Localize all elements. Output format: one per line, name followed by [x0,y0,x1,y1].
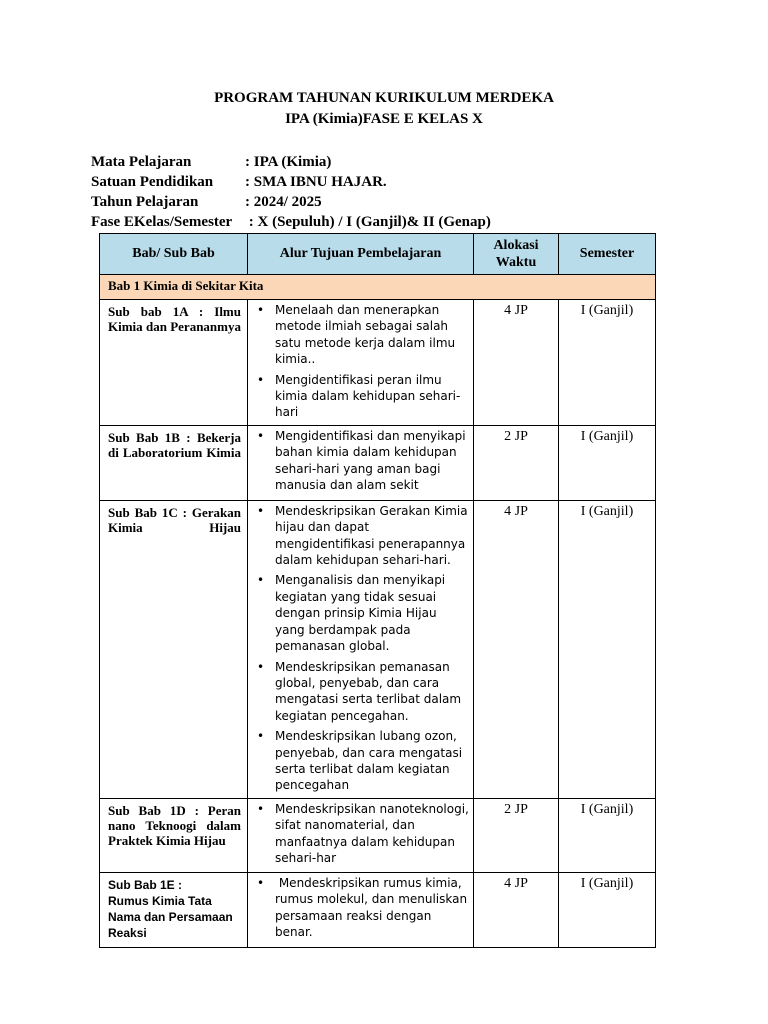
alokasi-line1: Alokasi [493,238,539,253]
info-row-subject [91,152,491,172]
goal-item: • Mengidentifikasi dan menyikapi bahan kimia dalam kehidupan sehari-hari yang aman bagi manusia dan alam sekit [256,428,469,494]
info-label: Mata Pelajaran [91,154,192,170]
info-row-year [91,192,491,212]
goal-item: • Mendeskripsikan nanoteknologi, sifat nanomaterial, dan manfaatnya dalam kehidupan sehari-har [256,801,469,867]
alokasi-line2: Waktu [495,255,537,270]
info-value: : IPA (Kimia) [245,154,332,170]
table-row [100,798,656,872]
chapter-row [100,275,656,300]
learning-goals [248,872,474,947]
table-row [100,500,656,798]
learning-goals [248,798,474,872]
column-header-atp: Alur Tujuan Pembelajaran [248,234,474,275]
time-allocation: 4 JP [474,500,559,798]
document-title: PROGRAM TAHUNAN KURIKULUM MERDEKA [214,90,554,106]
sub-chapter-title: Sub Bab 1E : Rumus Kimia Tata Nama dan Persamaan Reaksi [100,872,248,947]
learning-goals [248,300,474,426]
info-label: Fase EKelas/Semester [91,214,233,230]
info-row-phase [91,212,491,232]
sub-chapter-title: Sub bab 1A : Ilmu Kimia dan Perananmya [100,300,248,426]
chapter-title: Bab 1 Kimia di Sekitar Kita [100,275,656,300]
goal-item: • Mendeskripsikan Gerakan Kimia hijau dan dapat mengidentifikasi penerapannya dalam kehidupan sehari-hari. [256,503,469,569]
time-allocation: 4 JP [474,300,559,426]
goal-item: • Mengidentifikasi peran ilmu kimia dalam kehidupan sehari-hari [256,372,469,421]
table-row [100,300,656,426]
learning-goals [248,500,474,798]
goal-item: • Mendeskripsikan rumus kimia, rumus molekul, dan menuliskan persamaan reaksi dengan benar. [256,875,469,941]
document-subtitle: IPA (Kimia)FASE E KELAS X [285,111,483,127]
semester-value: I (Ganjil) [559,425,656,500]
table-header-row [100,234,656,275]
column-header-bab: Bab/ Sub Bab [100,234,248,275]
semester-value: I (Ganjil) [559,798,656,872]
semester-value: I (Ganjil) [559,872,656,947]
identity-block [91,152,491,232]
program-table [99,233,656,948]
info-value: : X (Sepuluh) / I (Ganjil)& II (Genap) [245,214,491,230]
info-value: : SMA IBNU HAJAR. [245,174,387,190]
table-row [100,872,656,947]
semester-value: I (Ganjil) [559,500,656,798]
column-header-alokasi [474,234,559,275]
time-allocation: 2 JP [474,425,559,500]
goal-item: • Mendeskripsikan lubang ozon, penyebab, dan cara mengatasi serta terlibat dalam kegiatan pencegahan [256,728,469,794]
learning-goals [248,425,474,500]
info-value: : 2024/ 2025 [245,194,322,210]
goal-item: • Mendeskripsikan pemanasan global, penyebab, dan cara mengatasi serta terlibat dalam kegiatan pencegahan. [256,659,469,725]
info-row-school [91,172,491,192]
goal-item: • Menganalisis dan menyikapi kegiatan yang tidak sesuai dengan prinsip Kimia Hijau yang berdampak pada pemanasan global. [256,572,469,654]
sub-chapter-title: Sub Bab 1D : Peran nano Teknoogi dalam Praktek Kimia Hijau [100,798,248,872]
time-allocation: 2 JP [474,798,559,872]
info-label: Satuan Pendidikan [91,174,214,190]
info-label: Tahun Pelajaran [91,194,199,210]
sub-chapter-title: Sub Bab 1B : Bekerja di Laboratorium Kimia [100,425,248,500]
time-allocation: 4 JP [474,872,559,947]
semester-value: I (Ganjil) [559,300,656,426]
table-row [100,425,656,500]
column-header-semester: Semester [559,234,656,275]
goal-item: • Menelaah dan menerapkan metode ilmiah sebagai salah satu metode kerja dalam ilmu kimia.. [256,302,469,368]
sub-chapter-title: Sub Bab 1C : Gerakan Kimia Hijau [100,500,248,798]
